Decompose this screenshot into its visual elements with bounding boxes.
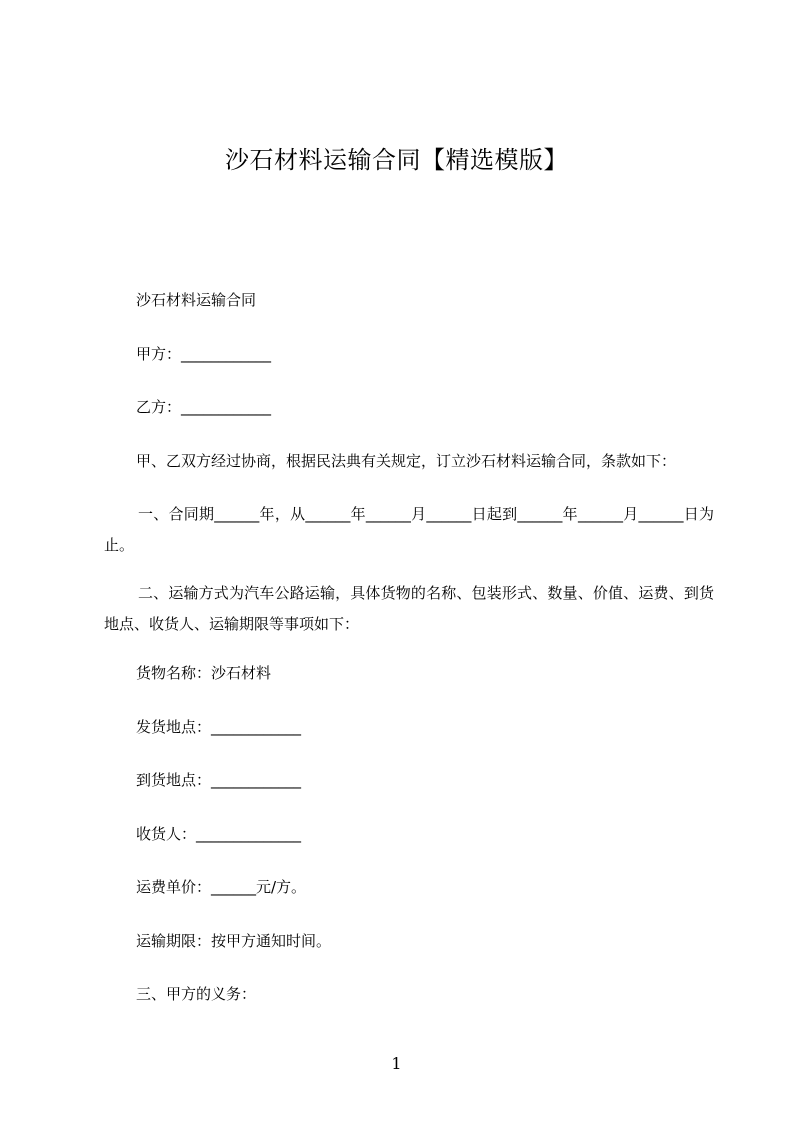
- shipping-place-line: 发货地点：____________: [136, 718, 302, 736]
- freight-price-line: 运费单价：______元/方。: [136, 878, 307, 896]
- consignee-line: 收货人：______________: [136, 825, 302, 843]
- clause-1-paragraph: 一、合同期______年，从______年______月______日起到______年______月______日为止。: [104, 505, 714, 554]
- goods-name-line: 货物名称：沙石材料: [136, 664, 272, 682]
- arrival-place-line: 到货地点：____________: [136, 771, 302, 789]
- party-a-line: 甲方：____________: [136, 345, 272, 363]
- intro-paragraph: 甲、乙双方经过协商，根据民法典有关规定，订立沙石材料运输合同，条款如下：: [136, 452, 677, 470]
- page-number: 1: [391, 1054, 402, 1073]
- clause-3-heading: 三、甲方的义务：: [136, 985, 257, 1003]
- contract-subtitle: 沙石材料运输合同: [136, 291, 257, 309]
- document-title: 沙石材料运输合同【精选模版】: [225, 146, 568, 174]
- clause-2-paragraph: 二、运输方式为汽车公路运输，具体货物的名称、包装形式、数量、价值、运费、到货地点、收货人、运输期限等事项如下：: [104, 584, 714, 633]
- transport-period-line: 运输期限：按甲方通知时间。: [136, 932, 332, 950]
- party-b-line: 乙方：____________: [136, 398, 272, 416]
